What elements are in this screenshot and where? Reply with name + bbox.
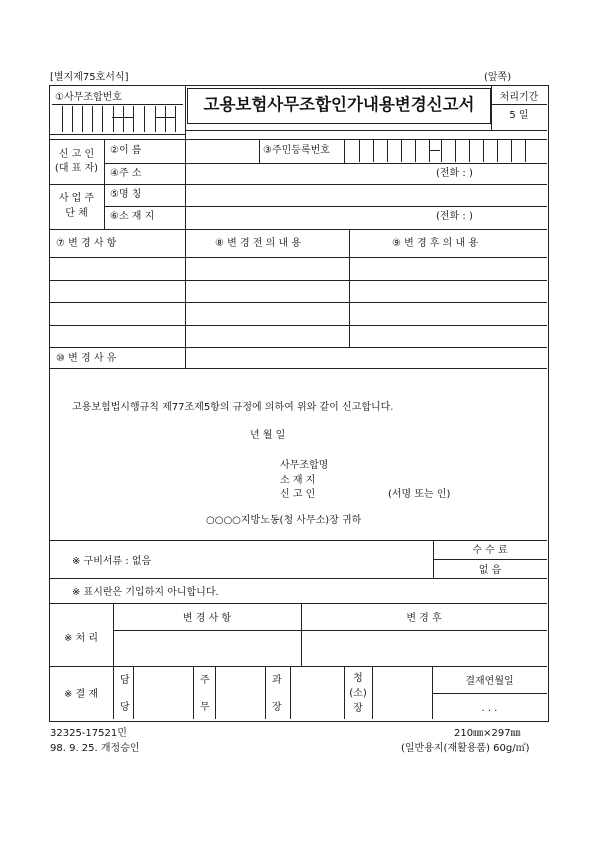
notice-text: ※ 표시란은 기입하지 아니합니다. [72, 587, 219, 598]
business-location-field[interactable] [186, 207, 431, 228]
reporter-label: 신 고 인 [58, 149, 95, 160]
business-name-field[interactable] [186, 185, 546, 205]
reporter-label-sub: (대 표 자) [54, 163, 99, 174]
reporter-phone: (전화 : ) [436, 168, 473, 179]
page-side: (앞쪽) [484, 72, 512, 83]
revision-approval: 98. 9. 25. 개정승인 [50, 743, 140, 754]
business-label-sub: 단 체 [65, 208, 88, 219]
form-title: 고용보험사무조합인가내용변경신고서 [203, 95, 475, 114]
sign-or-seal: (서명 또는 인) [388, 489, 451, 500]
approval-staff-sign[interactable] [134, 667, 192, 718]
approval-date-label: 결재연월일 [465, 676, 514, 687]
after-content-header: ⑨ 변 경 후 의 내 용 [392, 238, 478, 249]
paper-type: (일반용지(재활용품) 60g/㎡) [401, 743, 530, 754]
rrn-label: ③주민등록번호 [263, 145, 330, 156]
rrn-boxes[interactable] [345, 140, 547, 162]
processing-label: ※ 처 리 [63, 633, 99, 644]
approval-chief-bottom: 무 [200, 702, 210, 713]
change-item-header: ⑦ 변 경 사 항 [56, 238, 117, 249]
signer-label: 신 고 인 [280, 489, 316, 500]
processing-period-label: 처리기간 [499, 92, 539, 103]
assoc-name-label: 사무조합명 [280, 460, 329, 471]
change-rows[interactable] [50, 258, 546, 347]
process-after-header: 변 경 후 [406, 613, 442, 624]
declaration-date: 년 월 일 [250, 430, 286, 441]
approval-head-l3: 장 [353, 703, 363, 714]
paper-size: 210㎜×297㎜ [454, 728, 521, 739]
addressee: ○○○○지방노동(청 사무소)장 귀하 [206, 515, 362, 526]
process-entry-area [114, 631, 546, 665]
change-reason-field[interactable] [186, 348, 546, 368]
name-label: ②이 름 [110, 145, 142, 156]
reporter-address-field[interactable] [186, 164, 431, 184]
approval-head-l2: (소) [349, 688, 367, 699]
approval-chief-sign[interactable] [216, 667, 264, 718]
location-label: 소 재 지 [280, 475, 316, 486]
approval-chief-top: 주 [200, 675, 210, 686]
form-code: 32325-17521민 [50, 728, 127, 739]
required-docs: ※ 구비서류 : 없음 [72, 556, 152, 567]
assoc-no-label: ①사무조합번호 [55, 92, 122, 103]
declaration-text: 고용보험법시행규칙 제77조제5항의 규정에 의하여 위와 같이 신고합니다. [72, 402, 394, 413]
assoc-no-boxes[interactable] [52, 104, 184, 133]
business-location-label: ⑥소 재 지 [110, 211, 155, 222]
business-phone: (전화 : ) [436, 211, 473, 222]
business-name-label: ⑤명 칭 [110, 189, 142, 200]
business-label: 사 업 주 [58, 193, 95, 204]
form-id: [별지제75호서식] [50, 72, 129, 83]
approval-manager-sign[interactable] [291, 667, 343, 718]
address-label: ④주 소 [110, 168, 142, 179]
change-reason-label: ⑩ 변 경 사 유 [56, 353, 117, 364]
approval-staff-top: 담 [120, 675, 130, 686]
before-content-header: ⑧ 변 경 전 의 내 용 [215, 238, 301, 249]
reporter-name-field[interactable] [186, 140, 258, 162]
approval-head-sign[interactable] [373, 667, 431, 718]
fee-label: 수 수 료 [472, 545, 508, 556]
approval-staff-bottom: 당 [120, 702, 130, 713]
approval-date-value[interactable]: . . . [481, 703, 498, 714]
processing-period-value: 5 일 [509, 110, 529, 121]
process-change-item-header: 변 경 사 항 [182, 613, 232, 624]
approval-head-l1: 청 [353, 673, 363, 684]
approval-label: ※ 결 재 [63, 689, 99, 700]
approval-manager-bottom: 장 [272, 702, 282, 713]
approval-manager-top: 과 [272, 675, 282, 686]
fee-value: 없 음 [478, 565, 502, 576]
